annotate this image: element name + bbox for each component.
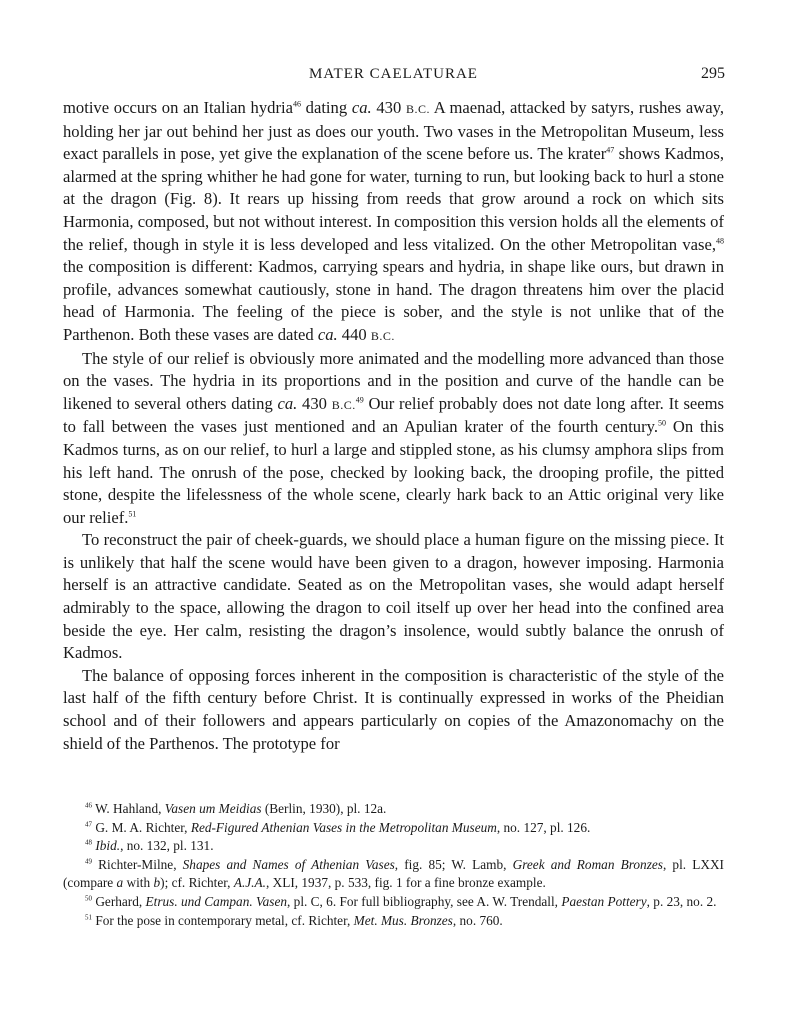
footnote-number: 49 [85,857,92,866]
text-run-italic: Etrus. und Campan. Vasen [145,893,288,909]
footnote-number: 50 [85,894,92,903]
text-run: with [123,875,154,891]
text-run: 430 [297,393,332,413]
text-run-italic: Paestan Pottery [561,893,647,909]
text-run-italic: Greek and Roman Bronzes [512,856,663,872]
text-run: A maenad, attacked by satyrs, rushes away, holding her jar out behind her just as does our youth. Two vases in the Metropolitan Museum, less exact parallels in pose, yet give the explanation of the scene before us. The krater [63,98,724,164]
footnote-body [63,893,724,912]
footnote-number: 46 [85,801,92,810]
text-run: , pl. C, 6. For full bibliography, see A. W. Trendall, [287,893,562,909]
text-run: , no. 127, pl. 126. [496,819,591,835]
text-run-italic: ca. [317,324,338,344]
text-run-italic: Red-Figured Athenian Vases in the Metropolitan Museum [190,819,497,835]
text-run: , no. 132, pl. 131. [120,838,214,854]
footnote-50 [63,893,724,912]
paragraph-1 [63,97,724,348]
footnote-46 [63,800,724,819]
footnote-49 [63,856,724,893]
text-run: The style of our relief is obviously more animated and the modelling more advanced than those on the vases. The hydria in its proportions and in the position and curve of the handle can be likened to several others dating [63,348,724,413]
text-run: motive occurs on an Italian hydria [63,98,293,117]
text-run-smallcaps: B.C. [370,328,395,343]
text-run: 440 [337,324,371,344]
text-run: W. Hahland, [92,801,165,816]
paragraph-3 [63,529,724,665]
footnote-51 [63,912,724,931]
text-run: (Berlin, 1930), pl. 12a. [261,801,387,816]
text-run: , fig. 85; W. Lamb, [394,856,513,872]
body-text [63,97,724,755]
text-run-italic: b [153,875,161,891]
text-run: Our relief probably does not date long after. It seems to fall between the vases just mentioned and an Apulian krater of the fourth century. [63,393,725,437]
text-run-italic: ca. [277,393,298,413]
text-run: On this Kadmos turns, as on our relief, to hurl a large and stippled stone, as his clumsy amphora slips from his left hand. The onrush of the pose, checked by looking back, the drooping profile, the pitted stone, despite the lifelessness of the whole scene, clearly hark back to an Attic original very like our relief. [63,417,724,527]
footnote-number: 51 [85,913,92,922]
footnote-ref: 46 [292,99,301,109]
footnote-body [63,856,724,893]
text-run: ); cf. Richter, [160,875,234,891]
text-run: To reconstruct the pair of cheek-guards, we should place a human figure on the missing piece. It is unlikely that half the scene would have been given to a dragon, however imposing. Harmonia herself is an attractive candidate. Seated as on the Metropolitan vases, she would adapt herself admirably to the space, allowing the dragon to coil itself up over her head into the confined area beside the eye. Her calm, resisting the dragon’s insolence, would subtly balance the onrush of Kadmos. [63,530,724,663]
footnote-47 [63,819,724,838]
text-run: G. M. A. Richter, [92,819,191,835]
text-run: , no. 760. [452,912,503,928]
footnote-ref: 50 [658,418,666,428]
text-run-italic: Vasen um Meidias [164,801,262,816]
page-number: 295 [701,65,725,82]
text-run-smallcaps: B.C. [331,397,356,412]
text-run: shows Kadmos, alarmed at the spring whither he had gone for water, turning to run, but looking back to hurl a stone at the dragon (Fig. 8). It rears up hissing from reeds that grow around a rock on which sits Harmonia, composed, but not without interest. In composition this version holds all the elements of the relief, though in style it is less developed and less vitalized. On the other Metropolitan vase, [63,144,725,254]
text-run: , pl. LXXI (compare [63,856,724,891]
text-run-italic: Shapes and Names of Athenian Vases [182,856,395,872]
text-run-italic: Met. Mus. Bronzes [353,912,453,928]
text-run: , p. 23, no. 2. [646,893,717,909]
paragraph-2 [63,348,724,530]
footnote-ref: 49 [355,395,364,405]
footnote-ref: 51 [128,509,137,519]
text-run: The balance of opposing forces inherent in the composition is characteristic of the style of the last half of the fifth century before Christ. It is continually expressed in works of the Pheidian school and of their followers and appears particularly on copies of the Amazonomachy on the shield of the Parthenos. The prototype for [63,665,724,753]
text-run-italic: Ibid. [95,838,121,854]
paragraph-4 [63,665,724,755]
text-run-italic: ca. [351,98,372,117]
text-run: , XLI, 1937, p. 533, fig. 1 for a fine bronze example. [265,875,546,891]
text-run: the composition is different: Kadmos, carrying spears and hydria, in shape like ours, but drawn in profile, advances somewhat cautiously, stone in hand. The dragon threatens him over the placid head of Harmonia. The feeling of the piece is sober, and the style is not unlike that of the Parthenon. Both these vases are dated [63,257,724,344]
text-run: 430 [371,98,406,117]
text-run-italic: a [116,875,124,891]
footnote-number: 48 [85,838,92,847]
text-run-smallcaps: B.C. [405,102,430,116]
text-run: Richter-Milne, [92,856,183,872]
text-run: dating [300,98,352,117]
running-title: MATER CAELATURAE [309,66,478,82]
footnote-ref: 48 [716,236,724,246]
footnotes [63,800,724,930]
footnote-ref: 47 [606,145,615,155]
footnote-48 [63,837,724,856]
text-run: For the pose in contemporary metal, cf. Richter, [92,912,354,928]
text-run: Gerhard, [92,893,146,909]
text-run-italic: A.J.A. [233,875,266,891]
footnote-number: 47 [85,820,92,829]
